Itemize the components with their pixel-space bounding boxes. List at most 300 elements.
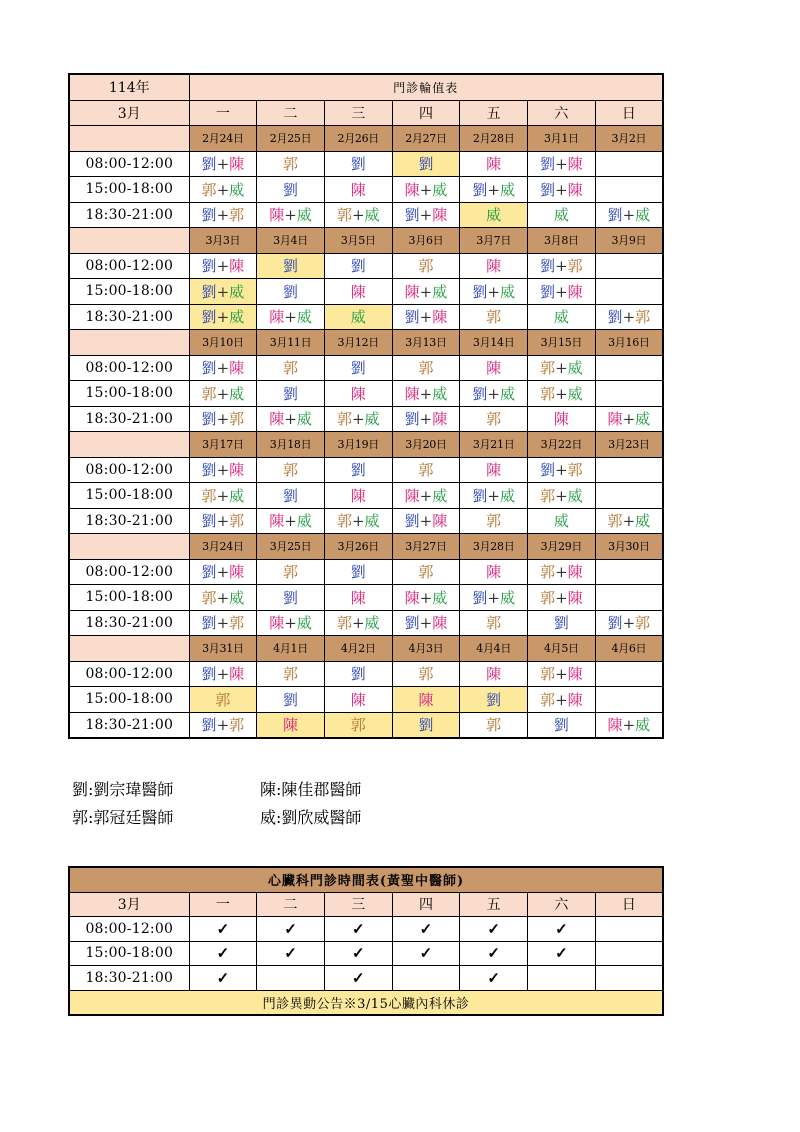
doctor-code: 陳 [432, 410, 448, 429]
doctor-code: 威 [229, 180, 245, 199]
doctor-code: 劉 [201, 308, 217, 327]
legend-liu: 劉:劉宗瑋醫師 [72, 780, 174, 799]
cardio-cell [528, 917, 596, 942]
doctor-code: 威 [432, 180, 448, 199]
date-cell: 2月26日 [324, 126, 392, 152]
duty-cell: 劉+陳 [189, 457, 257, 483]
date-cell: 3月12日 [324, 330, 392, 356]
doctor-code: 劉 [540, 257, 556, 276]
date-cell: 2月24日 [189, 126, 257, 152]
time-slot: 15:00-18:00 [69, 279, 189, 305]
cardio-weekday-header: 三 [324, 892, 392, 917]
legend-wei: 威:劉欣威醫師 [260, 808, 362, 827]
duty-cell: 陳+威 [257, 202, 325, 228]
doctor-code: 陳 [567, 155, 583, 174]
doctor-code: 劉 [201, 410, 217, 429]
date-cell: 3月6日 [392, 228, 460, 254]
doctor-code: 陳 [350, 282, 366, 301]
duty-cell [460, 610, 528, 636]
doctor-code: 威 [432, 384, 448, 403]
doctor-code: 劉 [472, 180, 488, 199]
doctor-code: 劉 [350, 563, 366, 582]
date-cell: 3月27日 [392, 534, 460, 560]
time-slot: 08:00-12:00 [69, 661, 189, 687]
cardio-weekday-header: 五 [460, 892, 528, 917]
cardio-cell [460, 917, 528, 942]
doctor-code: 陳 [432, 512, 448, 531]
doctor-code: 劉 [201, 257, 217, 276]
doctor-code: 陳 [350, 180, 366, 199]
time-slot: 18:30-21:00 [69, 304, 189, 330]
duty-cell: 陳+威 [257, 406, 325, 432]
doctor-code: 陳 [269, 308, 285, 327]
date-cell: 2月25日 [257, 126, 325, 152]
doctor-code: 威 [350, 308, 366, 327]
doctor-code: 陳 [269, 512, 285, 531]
doctor-code: 劉 [404, 308, 420, 327]
doctor-code: 劉 [201, 206, 217, 225]
cardio-cell [189, 941, 257, 966]
duty-cell [460, 661, 528, 687]
cardio-cell [460, 966, 528, 991]
doctor-code: 威 [296, 206, 312, 225]
doctor-code: 威 [499, 384, 515, 403]
doctor-code: 陳 [404, 384, 420, 403]
doctor-code: 劉 [283, 257, 299, 276]
doctor-code: 威 [553, 206, 569, 225]
doctor-code: 劉 [283, 486, 299, 505]
duty-cell [257, 381, 325, 407]
shift-row [69, 279, 663, 305]
duty-cell [257, 661, 325, 687]
duty-cell [595, 687, 663, 713]
duty-cell [595, 585, 663, 611]
time-slot: 15:00-18:00 [69, 177, 189, 203]
doctor-code: 郭 [283, 155, 299, 174]
duty-cell [324, 279, 392, 305]
duty-cell [324, 483, 392, 509]
cardio-cell [257, 966, 325, 991]
doctor-code: 劉 [350, 155, 366, 174]
doctor-code: 郭 [486, 716, 502, 735]
duty-cell: 劉+陳 [392, 610, 460, 636]
duty-cell: 劉+威 [595, 202, 663, 228]
shift-row [69, 508, 663, 534]
cardio-cell [392, 941, 460, 966]
shift-row [69, 687, 663, 713]
cardio-cell [595, 941, 663, 966]
doctor-code: 劉 [201, 665, 217, 684]
date-row [69, 228, 663, 254]
check-mark-icon: ✓ [487, 919, 500, 938]
check-mark-icon: ✓ [487, 944, 500, 963]
doctor-code: 威 [553, 308, 569, 327]
weekday-header-row [69, 100, 663, 126]
date-cell: 2月27日 [392, 126, 460, 152]
duty-cell [392, 457, 460, 483]
duty-cell [324, 687, 392, 713]
duty-cell [324, 253, 392, 279]
date-row-blank [69, 636, 189, 662]
date-cell: 3月18日 [257, 432, 325, 458]
cardio-cell [189, 966, 257, 991]
doctor-code: 陳 [404, 486, 420, 505]
doctor-code: 陳 [486, 257, 502, 276]
time-slot: 08:00-12:00 [69, 355, 189, 381]
duty-cell: 陳+威 [257, 610, 325, 636]
time-slot: 15:00-18:00 [69, 483, 189, 509]
date-cell: 3月21日 [460, 432, 528, 458]
cardio-cell [528, 966, 596, 991]
doctor-code: 陳 [404, 180, 420, 199]
doctor-code: 劉 [283, 282, 299, 301]
date-cell: 3月5日 [324, 228, 392, 254]
shift-row [69, 355, 663, 381]
date-cell: 3月29日 [528, 534, 596, 560]
duty-cell [189, 687, 257, 713]
date-cell: 3月22日 [528, 432, 596, 458]
weekday-header: 二 [257, 100, 325, 126]
duty-cell [595, 279, 663, 305]
doctor-code: 郭 [201, 384, 217, 403]
duty-cell: 劉+威 [460, 279, 528, 305]
doctor-code: 郭 [229, 512, 245, 531]
doctor-code: 郭 [336, 614, 352, 633]
date-cell: 3月11日 [257, 330, 325, 356]
doctor-code: 威 [229, 588, 245, 607]
duty-cell: 劉+陳 [189, 355, 257, 381]
duty-cell: 郭+陳 [528, 559, 596, 585]
cardio-weekday-header: 一 [189, 892, 257, 917]
cardio-cell [324, 917, 392, 942]
doctor-code: 威 [486, 206, 502, 225]
check-mark-icon: ✓ [216, 944, 230, 963]
doctor-code: 劉 [201, 716, 217, 735]
check-mark-icon: ✓ [216, 968, 230, 987]
duty-cell: 郭+陳 [528, 585, 596, 611]
check-mark-icon: ✓ [284, 919, 297, 938]
time-slot: 15:00-18:00 [69, 381, 189, 407]
time-slot: 18:30-21:00 [69, 406, 189, 432]
doctor-code: 郭 [418, 665, 434, 684]
legend-guo: 郭:郭冠廷醫師 [72, 808, 174, 827]
doctor-code: 劉 [607, 308, 623, 327]
date-cell: 3月10日 [189, 330, 257, 356]
doctor-code: 郭 [201, 486, 217, 505]
shift-row [69, 610, 663, 636]
cardio-time-slot: 08:00-12:00 [69, 917, 189, 942]
doctor-code: 劉 [607, 614, 623, 633]
duty-cell: 劉+陳 [528, 151, 596, 177]
cardio-cell [392, 917, 460, 942]
duty-cell: 劉+威 [460, 177, 528, 203]
doctor-code: 劉 [283, 180, 299, 199]
time-slot: 08:00-12:00 [69, 559, 189, 585]
date-cell: 3月23日 [595, 432, 663, 458]
doctor-code: 劉 [201, 461, 217, 480]
duty-cell [324, 585, 392, 611]
duty-cell [460, 457, 528, 483]
cardio-weekday-header: 六 [528, 892, 596, 917]
duty-cell: 陳+威 [257, 304, 325, 330]
cardio-weekday-header: 四 [392, 892, 460, 917]
doctor-code: 郭 [283, 665, 299, 684]
date-cell: 4月2日 [324, 636, 392, 662]
duty-cell [595, 661, 663, 687]
cardio-cell [189, 917, 257, 942]
doctor-code: 威 [296, 614, 312, 633]
date-row [69, 432, 663, 458]
cardiology-schedule-table [68, 866, 664, 1016]
duty-cell [392, 712, 460, 738]
time-slot: 15:00-18:00 [69, 687, 189, 713]
duty-cell [595, 355, 663, 381]
check-mark-icon: ✓ [284, 944, 297, 963]
doctor-code: 劉 [350, 461, 366, 480]
doctor-code: 郭 [540, 665, 556, 684]
time-slot: 18:30-21:00 [69, 610, 189, 636]
doctor-code: 陳 [567, 665, 583, 684]
doctor-code: 郭 [350, 716, 366, 735]
doctor-code: 郭 [336, 410, 352, 429]
date-cell: 3月17日 [189, 432, 257, 458]
cardio-cell [460, 941, 528, 966]
date-cell: 3月7日 [460, 228, 528, 254]
doctor-code: 陳 [567, 282, 583, 301]
duty-cell: 劉+威 [189, 279, 257, 305]
duty-header-row [69, 74, 663, 100]
date-cell: 3月31日 [189, 636, 257, 662]
doctor-code: 陳 [567, 588, 583, 607]
duty-cell [595, 177, 663, 203]
cardio-cell [595, 966, 663, 991]
duty-cell: 郭+威 [189, 381, 257, 407]
date-cell: 3月25日 [257, 534, 325, 560]
doctor-code: 陳 [486, 665, 502, 684]
duty-cell: 陳+威 [392, 279, 460, 305]
duty-cell [528, 508, 596, 534]
doctor-code: 郭 [229, 614, 245, 633]
doctor-code: 郭 [418, 257, 434, 276]
date-cell: 3月14日 [460, 330, 528, 356]
duty-cell: 劉+陳 [392, 304, 460, 330]
doctor-code: 陳 [350, 690, 366, 709]
duty-cell [528, 202, 596, 228]
doctor-code: 威 [364, 206, 380, 225]
duty-cell [595, 559, 663, 585]
shift-row [69, 177, 663, 203]
doctor-code: 劉 [472, 282, 488, 301]
check-mark-icon: ✓ [419, 944, 433, 963]
cardio-cell [257, 917, 325, 942]
duty-cell: 郭+威 [189, 585, 257, 611]
doctor-code: 威 [364, 614, 380, 633]
weekday-header: 六 [528, 100, 596, 126]
doctor-code: 劉 [350, 665, 366, 684]
doctor-code: 郭 [567, 461, 583, 480]
doctor-code: 陳 [567, 180, 583, 199]
duty-cell: 劉+郭 [595, 304, 663, 330]
check-mark-icon: ✓ [351, 944, 365, 963]
doctor-code: 郭 [567, 257, 583, 276]
duty-cell [460, 559, 528, 585]
cardio-cell [528, 941, 596, 966]
duty-cell [528, 406, 596, 432]
date-cell: 3月28日 [460, 534, 528, 560]
duty-cell: 劉+陳 [189, 253, 257, 279]
duty-cell: 劉+陳 [189, 151, 257, 177]
doctor-code: 威 [567, 486, 583, 505]
doctor-code: 劉 [472, 384, 488, 403]
duty-cell: 劉+郭 [528, 253, 596, 279]
doctor-code: 郭 [540, 359, 556, 378]
doctor-code: 陳 [229, 665, 245, 684]
doctor-code: 威 [553, 512, 569, 531]
duty-cell: 陳+威 [595, 712, 663, 738]
date-row-blank [69, 126, 189, 152]
duty-cell [257, 559, 325, 585]
doctor-code: 郭 [283, 461, 299, 480]
duty-cell: 陳+威 [392, 177, 460, 203]
notice-row [69, 990, 663, 1015]
doctor-code: 陳 [283, 716, 299, 735]
doctor-code: 威 [635, 512, 651, 531]
doctor-code: 陳 [418, 690, 434, 709]
doctor-code: 劉 [404, 614, 420, 633]
date-cell: 3月9日 [595, 228, 663, 254]
doctor-code: 劉 [283, 384, 299, 403]
doctor-code: 郭 [229, 410, 245, 429]
cardio-weekday-header: 日 [595, 892, 663, 917]
duty-cell [257, 457, 325, 483]
doctor-code: 劉 [201, 563, 217, 582]
doctor-code: 陳 [229, 359, 245, 378]
duty-cell: 劉+威 [460, 381, 528, 407]
doctor-code: 威 [229, 486, 245, 505]
duty-cell: 郭+威 [528, 381, 596, 407]
doctor-code: 陳 [432, 614, 448, 633]
duty-cell [257, 253, 325, 279]
cardio-shift-row [69, 966, 663, 991]
doctor-code: 威 [499, 486, 515, 505]
doctor-code: 陳 [229, 155, 245, 174]
duty-cell: 郭+威 [528, 355, 596, 381]
duty-cell: 劉+陳 [392, 508, 460, 534]
doctor-code: 陳 [269, 614, 285, 633]
duty-cell [528, 712, 596, 738]
date-row-blank [69, 534, 189, 560]
check-mark-icon: ✓ [216, 919, 230, 938]
date-row [69, 534, 663, 560]
date-cell: 4月1日 [257, 636, 325, 662]
cardio-cell [257, 941, 325, 966]
cardio-cell [595, 917, 663, 942]
doctor-code: 陳 [350, 384, 366, 403]
date-cell: 4月3日 [392, 636, 460, 662]
duty-cell: 劉+郭 [189, 202, 257, 228]
duty-cell: 劉+陳 [528, 177, 596, 203]
doctor-code: 威 [567, 359, 583, 378]
doctor-code: 郭 [486, 308, 502, 327]
doctor-code: 陳 [350, 486, 366, 505]
duty-cell: 郭+威 [324, 610, 392, 636]
duty-cell [460, 508, 528, 534]
date-cell: 4月4日 [460, 636, 528, 662]
duty-cell: 陳+威 [595, 406, 663, 432]
doctor-code: 劉 [553, 716, 569, 735]
check-mark-icon: ✓ [555, 944, 568, 963]
duty-cell [257, 279, 325, 305]
duty-cell [257, 151, 325, 177]
date-cell: 3月19日 [324, 432, 392, 458]
duty-cell: 郭+陳 [528, 687, 596, 713]
doctor-code: 劉 [540, 461, 556, 480]
doctor-code: 威 [296, 512, 312, 531]
cardio-shift-row [69, 941, 663, 966]
date-cell: 3月16日 [595, 330, 663, 356]
doctor-code: 威 [364, 410, 380, 429]
doctor-code: 劉 [486, 690, 502, 709]
duty-cell [392, 559, 460, 585]
doctor-code: 劉 [540, 180, 556, 199]
time-slot: 15:00-18:00 [69, 585, 189, 611]
duty-cell [460, 687, 528, 713]
doctor-code: 劉 [472, 486, 488, 505]
duty-cell: 劉+陳 [392, 202, 460, 228]
date-row-blank [69, 330, 189, 356]
date-row [69, 330, 663, 356]
doctor-code: 郭 [283, 563, 299, 582]
duty-cell [392, 151, 460, 177]
doctor-code: 郭 [229, 716, 245, 735]
duty-cell: 劉+郭 [189, 610, 257, 636]
doctor-code: 威 [499, 282, 515, 301]
weekday-header: 五 [460, 100, 528, 126]
doctor-code: 劉 [201, 512, 217, 531]
doctor-code: 郭 [607, 512, 623, 531]
doctor-code: 劉 [201, 155, 217, 174]
doctor-code: 威 [296, 308, 312, 327]
shift-row [69, 661, 663, 687]
doctor-code: 陳 [553, 410, 569, 429]
schedule-change-notice: 門診異動公告※3/15心臟內科休診 [69, 990, 663, 1015]
date-row [69, 636, 663, 662]
duty-cell [460, 202, 528, 228]
duty-cell: 劉+郭 [189, 712, 257, 738]
duty-cell [257, 483, 325, 509]
duty-cell: 劉+郭 [189, 406, 257, 432]
doctor-code: 郭 [540, 690, 556, 709]
doctor-code: 威 [499, 588, 515, 607]
doctor-code: 郭 [283, 359, 299, 378]
duty-cell [460, 712, 528, 738]
duty-cell: 陳+威 [392, 483, 460, 509]
duty-cell [460, 355, 528, 381]
doctor-code: 陳 [486, 155, 502, 174]
duty-cell [257, 687, 325, 713]
shift-row [69, 151, 663, 177]
doctor-code: 郭 [486, 512, 502, 531]
duty-cell [257, 585, 325, 611]
shift-row [69, 559, 663, 585]
doctor-code: 威 [567, 384, 583, 403]
doctor-code: 陳 [432, 206, 448, 225]
duty-cell: 劉+郭 [528, 457, 596, 483]
doctor-code: 郭 [635, 308, 651, 327]
doctor-code: 劉 [418, 155, 434, 174]
shift-row [69, 585, 663, 611]
duty-cell [324, 381, 392, 407]
